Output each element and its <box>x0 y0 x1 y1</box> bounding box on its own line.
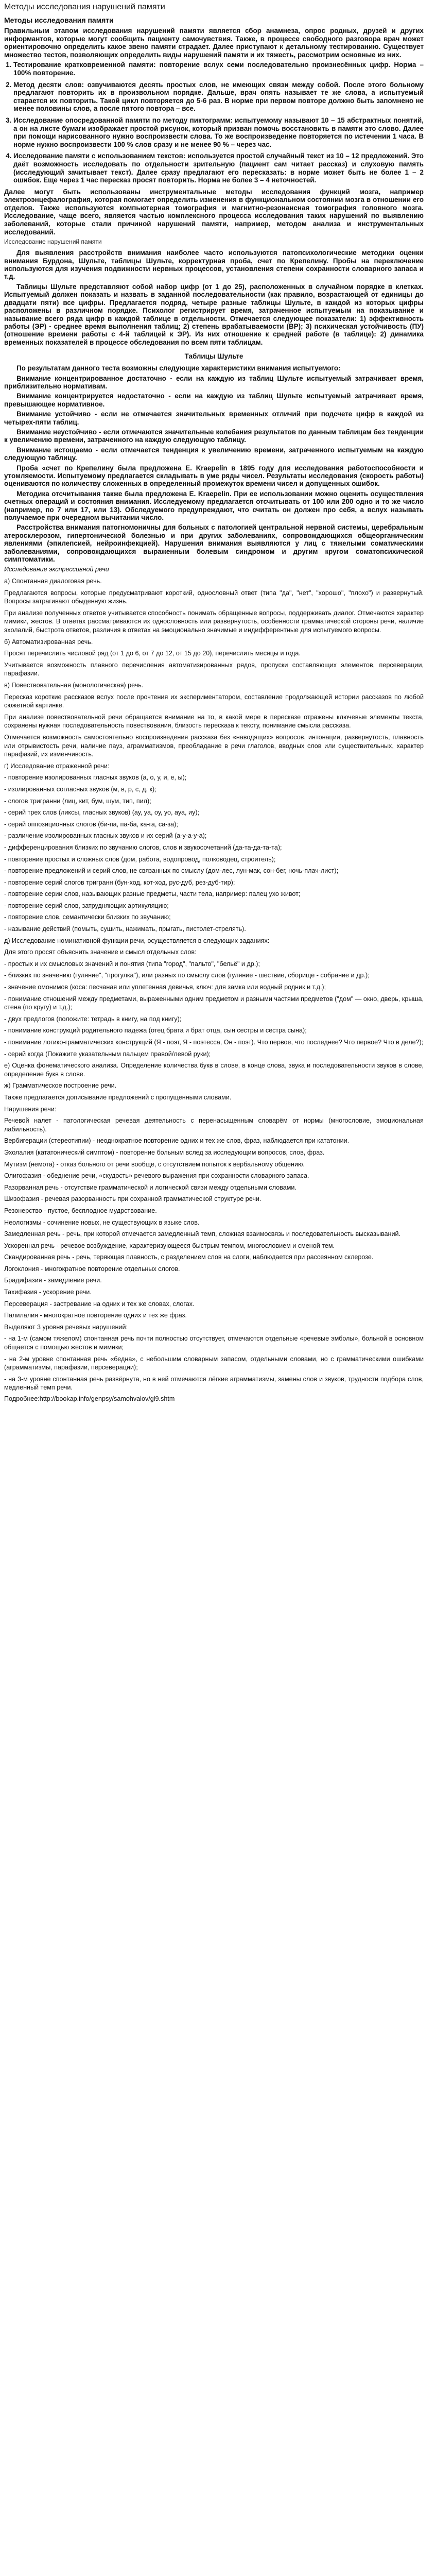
schulte-paragraph: Внимание устойчиво - если не отмечается значительных временных отличий при подсчете цифр в каждой из четырех-пяти таблиц. <box>4 410 424 426</box>
speech-disorder-item: Брадифазия - замедление речи. <box>4 1277 102 1284</box>
speech-paragraph: - дифференцирования близких по звучанию слогов, слов и звукосочетаний (да-та-да-та-та); <box>4 843 282 851</box>
speech-paragraph: - повторение предложений и серий слов, не связанных по смыслу (дом-лес, лун-мак, сон-бег, ночь-плач-лист); <box>4 867 339 875</box>
speech-paragraph: При анализе полученных ответов учитывается способность понимать обращенные вопросы, поддерживать диалог. Отмечаются характер мимики, жестов. В ответах рассматриваются их однословность или развернутость, особенности грамматической стороны речи, наличие эхолалий, быстрота ответов, различия в ответах на эмоционально значимые и индифферентные для испытуемого вопросы. <box>4 609 424 634</box>
speech-paragraph: - простых и их смысловых значений и понятия (типа "город", "пальто", "бельё" и др.); <box>4 960 260 968</box>
speech-paragraph: г) Исследование отраженной речи: <box>4 762 110 770</box>
speech-disorder-item: Вербигерации (стереотипии) - неоднократное повторение одних и тех же слов, фраз, наблюдается при кататонии. <box>4 1137 350 1145</box>
speech-paragraph: - повторение серий слогов тригранн (бун-ход, кот-ход, рус-дуб, рез-дуб-тир); <box>4 878 235 886</box>
page-title: Методы исследования нарушений памяти <box>4 3 165 11</box>
attention-intro: Для выявления расстройств внимания наиболее часто используются патопсихологические методики оценки внимания Бурдона, Шульте, таблицы Шульте, корректурная проба, счет по Крепелину. Пробы на переключение используются для изучения подвижности нервных процессов, установления степени сохранности словарного запаса и т.д. <box>4 249 424 281</box>
speech-disorder-item: Тахифазия - ускорение речи. <box>4 1289 92 1296</box>
speech-disorder-item: Персеверация - застревание на одних и тех же словах, слогах. <box>4 1300 195 1308</box>
speech-disorder-item: Эхолалия (кататонический симптом) - повторение больным вслед за исследующим вопросов, слов, фраз. <box>4 1148 325 1156</box>
speech-disorder-item: Скандированная речь - речь, теряющая плавность, с разделением слов на слоги, наблюдается при рассеянном склерозе. <box>4 1253 374 1261</box>
source-link[interactable]: Подробнее:http://bookap.info/genpsy/samohvalov/gl9.shtm <box>4 1395 175 1402</box>
schulte-paragraph: Методика отсчитывания также была предложена Е. Kraepelin. При ее использовании можно оценить осуществления счетных операций и состояния внимания. Исследуемому предлагается отсчитывать от 100 или 200 одно и то же число (например, по 7 или 17, или 13). Обследуемого предупреждают, что считать он должен про себя, а вслух называть получаемое при очередном вычитании число. <box>4 489 424 522</box>
speech-disorders-list <box>4 1116 424 1320</box>
speech-paragraph: д) Исследование номинативной функции речи, осуществляется в следующих заданиях: <box>4 937 270 944</box>
speech-paragraph: Также предлагается дописывание предложений с пропущенными словами. <box>4 1093 232 1101</box>
speech-paragraph: - повторение серий слов, затрудняющих артикуляцию; <box>4 902 169 909</box>
speech-disorders-heading: Нарушения речи: <box>4 1105 57 1113</box>
schulte-paragraph: Внимание неустойчиво - если отмечаются значительные колебания результатов по данным таблицам без тенденции к увеличению времени, затраченного на каждую следующую таблицу. <box>4 428 424 444</box>
aphasia-level-item: - на 3-м уровне спонтанная речь развёрнута, но в ней отмечаются лёгкие аграмматизмы, замены слов и звуков, трудности подбора слов, медленный темп речи. <box>4 1375 424 1392</box>
speech-paragraph: Учитывается возможность плавного перечисления автоматизированных рядов, пропуски составляющих элементов, персеверации, парафазии. <box>4 661 424 677</box>
speech-paragraph: - повторение серии слов, называющих разные предметы, части тела, например: палец ухо живот; <box>4 890 301 898</box>
speech-paragraph: - понимание конструкций родительного падежа (отец брата и брат отца, сын сестры и сестра сына); <box>4 1027 307 1035</box>
method-item: 2. Метод десяти слов: озвучиваются десять простых слов, не имеющих связи между собой. После этого больному предлагают повторить их в произвольном порядке. Дальше, врач опять называет те же слова, а испытуемый старается их повторить. Такой цикл повторяется до 5-6 раз. В норме при первом повторе должно быть запомнено не менее половины слов, а после пятого повтора – все. <box>13 81 424 113</box>
methods-list <box>4 61 424 184</box>
speech-disorder-item: Неологизмы - сочинение новых, не существующих в языке слов. <box>4 1218 200 1226</box>
schulte-description: Таблицы Шульте представляют собой набор цифр (от 1 до 25), расположенных в случайном порядке в клетках. Испытуемый должен показать и назвать в заданной последовательности (как правило, возрастающей от единицы до двадцати пяти) все цифры. Предлагается подряд, четыре разные таблицы Шульте, в каждой из которых цифры расположены в различном порядке. Психолог регистрирует время, затраченное испытуемым на показывание и называние всего ряда цифр в каждой таблице в отдельности. Отмечается следующее показатели: 1) эффективность работы (ЭР) - среднее время выполнения таблиц; 2) степень врабатываемости (ВР); 3) психическая устойчивость (ПУ) (отношение времени работы с 4-й таблицей к ЭР). Из них отношение к средней работе (в таблице): 2) динамика временных показателей в процессе обследования по всем пяти таблицам. <box>4 282 424 346</box>
speech-paragraph: Предлагаются вопросы, которые предусматривают короткий, однословный ответ (типа "да", "нет", "хорошо", "плохо") и развернутый. Вопросы затрагивают обыденную жизнь. <box>4 589 424 605</box>
aphasia-level-item: - на 1-м (самом тяжелом) спонтанная речь почти полностью отсутствует, отмечаются отдельные «речевые эмболы», больной в основном общается с помощью жестов и мимики; <box>4 1335 424 1351</box>
section-heading: Методы исследования памяти <box>4 16 114 24</box>
speech-disorder-item: Резонерство - пустое, бесплодное мудрствование. <box>4 1207 157 1214</box>
speech-disorder-item: Ускоренная речь - речевое возбуждение, характеризующееся быстрым темпом, многословием и сменой тем. <box>4 1242 335 1249</box>
speech-paragraph: - серий когда (Покажите указательным пальцем правой/левой руки); <box>4 1050 211 1058</box>
speech-paragraph: Для этого просят объяснить значение и смысл отдельных слов: <box>4 948 197 956</box>
speech-paragraph: в) Повествовательная (монологическая) речь. <box>4 682 144 689</box>
schulte-paragraph: По результатам данного теста возможны следующие характеристики внимания испытуемого: <box>16 364 341 372</box>
speech-research-list <box>4 577 424 1102</box>
method-item: 4. Исследование памяти с использованием текстов: используется простой случайный текст из 10 – 12 предложений. Это даёт возможность исследовать по отдельности зрительную (пациент сам читает рассказ) и слуховую память (исследующий зачитывает текст). Далее сразу предлагают его пересказать: в норме может быть не более 1 – 2 ошибок. Еще через 1 час пересказ просят повторить. Норма не более 3 – 4 неточностей. <box>13 152 424 184</box>
speech-paragraph: - повторение изолированных гласных звуков (а, о, у, и, е, ы); <box>4 774 187 782</box>
schulte-paragraph: Внимание концентрируется недостаточно - если на каждую из таблиц Шульте испытуемый затрачивает время, превышающее нормативное. <box>4 392 424 408</box>
speech-paragraph: - двух предлогов (положите: тетрадь в книгу, на под книгу); <box>4 1015 182 1023</box>
speech-paragraph: - близких по значению (гуляние", "прогулка"), или разных по смыслу слов (гуляние - шествие, сборище - собрание и др.); <box>4 972 370 979</box>
speech-paragraph: При анализе повествовательной речи обращается внимание на то, в какой мере в пересказе отражены ключевые элементы текста, сохранены нужная последовательность повествования, близость пересказа к тексту, понимание смысла рассказа. <box>4 713 424 730</box>
speech-disorder-item: Разорванная речь - отсутствие грамматической и логической связи между отдельными словами. <box>4 1183 297 1191</box>
speech-paragraph: е) Оценка фонематического анализа. Определение количества букв в слове, в конце слова, звука и последовательности звуков в слове, определение букв в слове. <box>4 1062 424 1078</box>
speech-disorder-item: Мутизм (немота) - отказ больного от речи вообще, с отсутствием попыток к вербальному общению. <box>4 1160 305 1168</box>
speech-disorder-item: Замедленная речь - речь, при которой отмечается замедленный темп, сложная взаимосвязь и последовательность высказываний. <box>4 1230 401 1238</box>
speech-paragraph: - значение омонимов (коса: песчаная или уплетенная девичья, ключ: для замка или водный родник и т.д.); <box>4 984 326 991</box>
speech-paragraph: - называние действий (помыть, сушить, нажимать, прыгать, пистолет-стрелять). <box>4 925 246 933</box>
speech-paragraph: а) Спонтанная диалоговая речь. <box>4 578 102 585</box>
method-item: 3. Исследование опосредованной памяти по методу пиктограмм: испытуемому называют 10 – 15 абстрактных понятий, а он на листе бумаги изображает простой рисунок, который призван помочь восстановить в памяти это слово. Далее при помощи нарисованного нужно воспроизвести слова. То же воспроизведение повторяется по истечении 1 часа. В норме нужно воспроизвести 100 % слов сразу и не менее 90 % – через час. <box>13 116 424 148</box>
methods-summary: Далее могут быть использованы инструментальные методы исследования функций мозга, например электроэнцефалография, которая помогает определить изменения в функциональном состоянии мозга в отношении его отделов. Также используются компьютерная томография и магнитно-резонансная томография головного мозга. Исследование, чаще всего, является частью комплексного процесса исследования таких нарушений по выявлению заболеваний, которые стали причиной нарушений памяти, например, методом анализа и инструментальных исследований. <box>4 188 424 236</box>
schulte-paragraph: Расстройства внимания патогномоничны для больных с патологией центральной нервной системы, церебральным атеросклерозом, гипертонической болезнью и при других заболеваниях, сопровождающихся общеорганическим явлениями (эпилепсией, нейроинфекцией). Нарушения внимания выявляются у лиц с тяжелыми соматическими заболеваниями, сопровождающихся выраженным болевым синдромом и другим кругом соматопсихической симптоматики. <box>4 523 424 564</box>
speech-paragraph: - повторение простых и сложных слов (дом, работа, водопровод, полководец, строитель); <box>4 855 276 863</box>
speech-paragraph: Пересказ короткие рассказов вслух после прочтения их экспериментатором, составление продолжающей истории рассказов по любой сюжетной картинке. <box>4 693 424 709</box>
image-caption: Исследование нарушений памяти <box>4 238 102 246</box>
speech-paragraph: - слогов тригранни (лиц, кит, бум, шум, тип, пил); <box>4 797 151 805</box>
speech-paragraph: Отмечается возможность самостоятельно воспроизведения рассказа без «наводящих» вопросов, интонации, развернутость, плавность или отрывистость речи, наличие пауз, аграмматизмов, преобладание в речи глаголов, вводных слов или существительных, характер парафазий, их изменчивость. <box>4 733 424 758</box>
speech-research-heading: Исследование экспрессивной речи <box>4 566 109 573</box>
schulte-tables-heading: Таблицы Шульте <box>184 352 243 361</box>
aphasia-level-item: - на 2-м уровне спонтанная речь «бедна», с небольшим словарным запасом, отдельными словами, но с грамматическими ошибками (аграмматизмы, парафазии, персеверации); <box>4 1355 424 1371</box>
speech-paragraph: Просят перечислить числовой ряд (от 1 до 6, от 7 до 12, от 15 до 20), перечислить месяцы и года. <box>4 650 301 657</box>
method-item: 1. Тестирование кратковременной памяти: повторение вслух семи последовательно произнесённых цифр. Норма – 100% повторение. <box>13 61 424 77</box>
speech-paragraph: - повторение слов, семантически близких по звучанию; <box>4 913 171 921</box>
schulte-paragraph: Внимание концентрированное достаточно - если на каждую из таблиц Шульте испытуемый затрачивает время, приблизительно нормативам. <box>4 374 424 390</box>
speech-paragraph: - понимание отношений между предметами, выраженными одним предметом и разными частями предметов ("дом" — окно, дверь, крыша, стена (по кругу) и т.д.); <box>4 995 424 1011</box>
aphasia-heading: Выделяют 3 уровня речевых нарушений: <box>4 1323 128 1331</box>
speech-paragraph: - различение изолированных гласных звуков и их серий (а-у-а-у-а); <box>4 832 207 840</box>
intro-paragraph: Правильным этапом исследования нарушений памяти является сбор анамнеза, опрос родных, друзей и других информантов, которые могут сообщить пациенту самочувствия. Также, в процессе свободного разговора врач может ориентировочно определить какое звено памяти страдает. Далее приступают к детальному тестированию. Существует множество тестов, позволяющих определить виды нарушений памяти и их тяжесть, рассмотрим основные из них. <box>4 27 424 59</box>
speech-paragraph: - понимание логико-грамматических конструкций (Я - поэт, Я - поэтесса, Он - поэт). Что первое, что последнее? Что первое? Что в деле?); <box>4 1039 424 1046</box>
speech-paragraph: - серий трех слов (ликсы, гласных звуков) (ау, уа, оу, уо, ауа, иу); <box>4 809 200 817</box>
speech-disorder-item: Логоклония - многократное повторение отдельных слогов. <box>4 1265 180 1273</box>
speech-paragraph: - изолированных согласных звуков (м, в, р, с, д, к); <box>4 785 156 793</box>
speech-disorder-item: Олигофазия - обеднение речи, «скудость» речевого выражения при сохранности словарного запаса. <box>4 1172 309 1180</box>
speech-disorder-item: Шизофазия - речевая разорванность при сохранной грамматической структуре речи. <box>4 1195 261 1203</box>
aphasia-levels-list <box>4 1334 424 1392</box>
speech-paragraph: - серий оппозиционных слогов (би-па, па-ба, ка-га, са-за); <box>4 820 178 828</box>
speech-paragraph: ж) Грамматическое построение речи. <box>4 1082 117 1090</box>
schulte-paragraph: Внимание истощаемо - если отмечается тенденция к увеличению времени, затраченного испытуемым на каждую следующую таблицу. <box>4 446 424 462</box>
speech-disorder-item: Палилалия - многократное повторение одних и тех же фраз. <box>4 1312 187 1319</box>
schulte-paragraph: Проба «счет по Крепелину была предложена Е. Kraepelin в 1895 году для исследования работоспособности и утомляемости. Испытуемому предлагается складывать в уме ряды чисел. Результаты исследования (скорость работы) оцениваются по количеству сложенных в определенный промежуток времени чисел и допущенных ошибок. <box>4 464 424 488</box>
speech-disorder-item: Речевой налет - патологическая речевая деятельность с перенасыщенным словарём от нормы (многословие, эмоциональная лабильность). <box>4 1117 424 1133</box>
speech-paragraph: б) Автоматизированная речь. <box>4 638 93 646</box>
